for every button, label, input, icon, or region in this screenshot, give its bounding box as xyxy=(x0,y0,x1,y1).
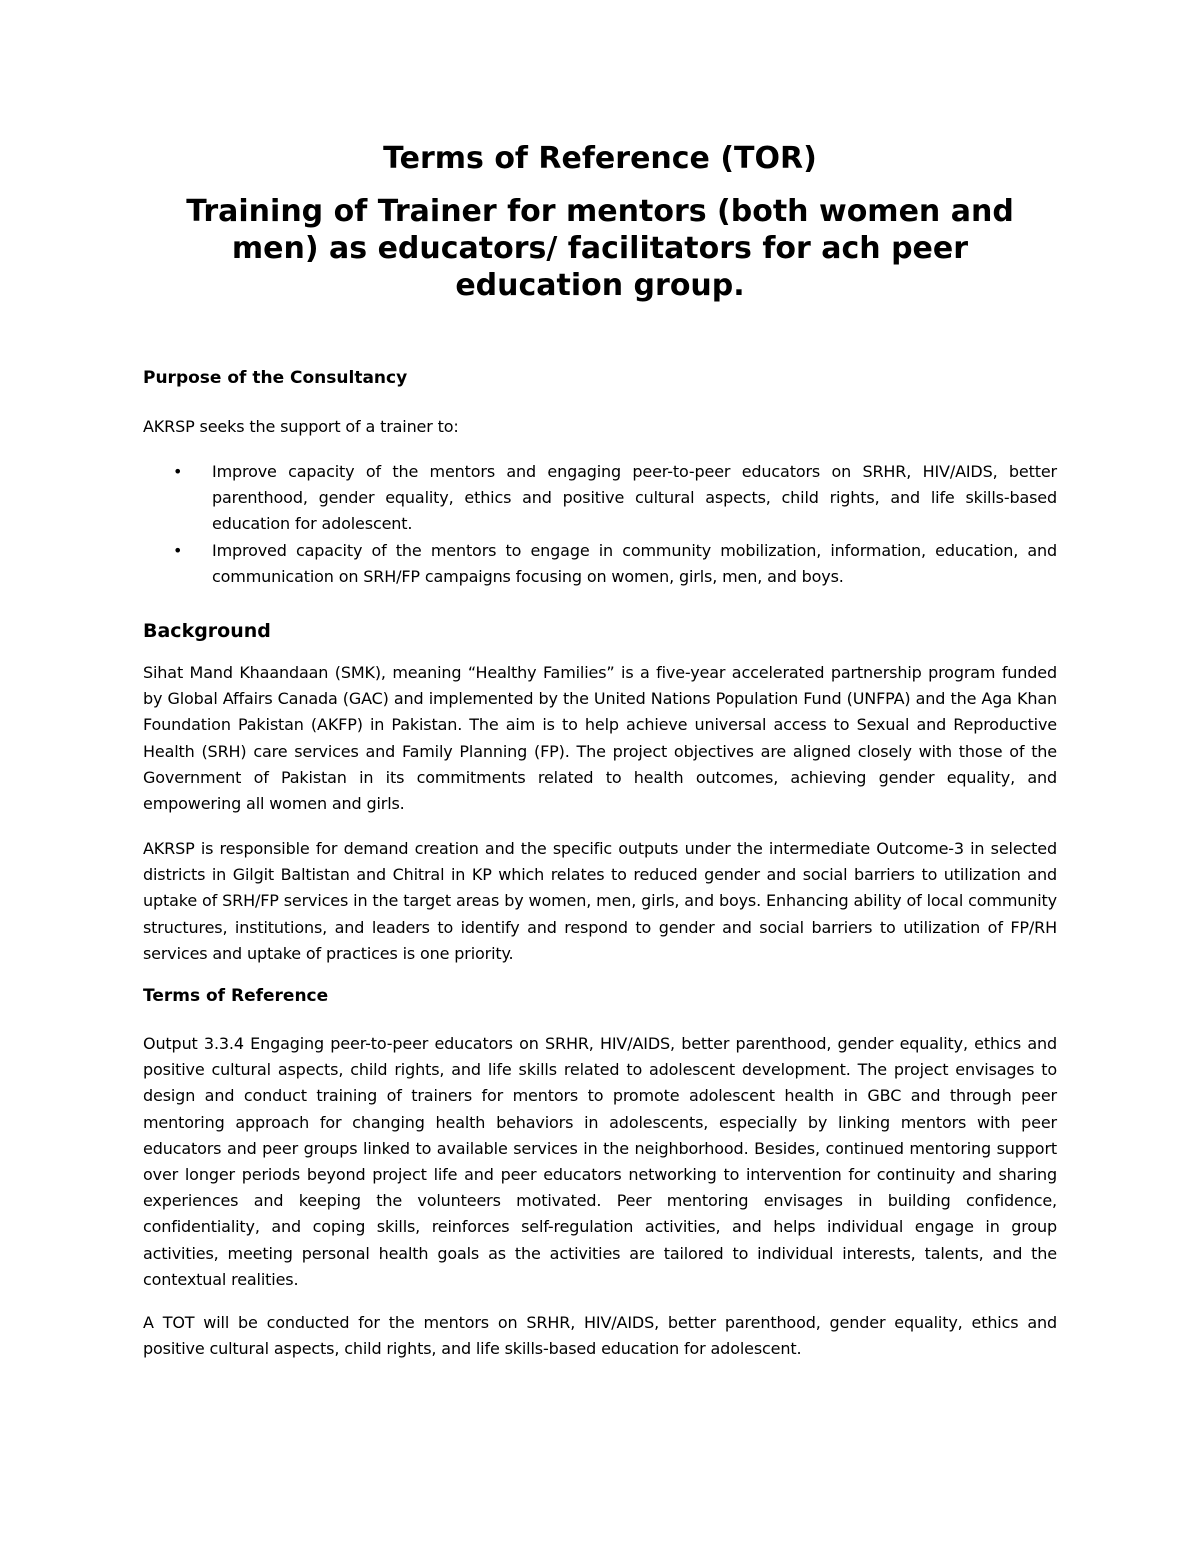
background-paragraph-2: AKRSP is responsible for demand creation and the specific outputs under the intermediate Outcome-3 in selected districts in Gilgit Baltistan and Chitral in KP which relates to reduced gender and social barriers to utilization and uptake of SRH/FP services in the target areas by women, men, girls, and boys. Enhancing ability of local community structures, institutions, and leaders to identify and respond to gender and social barriers to utilization of FP/RH services and uptake of practices is one priority. xyxy=(143,839,1057,963)
tor-heading: Terms of Reference xyxy=(143,986,329,1006)
purpose-bullet-item xyxy=(143,459,1057,538)
bullet-dot-icon: • xyxy=(173,462,183,481)
background-heading: Background xyxy=(143,620,271,642)
document-subtitle: Training of Trainer for mentors (both women and men) as educators/ facilitators for ach peer education group. xyxy=(186,194,1014,303)
background-paragraph-1: Sihat Mand Khaandaan (SMK), meaning “Healthy Families” is a five-year accelerated partnership program funded by Global Affairs Canada (GAC) and implemented by the United Nations Population Fund (UNFPA) and the Aga Khan Foundation Pakistan (AKFP) in Pakistan. The aim is to help achieve universal access to Sexual and Reproductive Health (SRH) care services and Family Planning (FP). The project objectives are aligned closely with those of the Government of Pakistan in its commitments related to health outcomes, achieving gender equality, and empowering all women and girls. xyxy=(143,663,1057,814)
purpose-bullet-item xyxy=(143,538,1057,590)
tor-paragraph-2: A TOT will be conducted for the mentors on SRHR, HIV/AIDS, better parenthood, gender equality, ethics and positive cultural aspects, child rights, and life skills-based education for adolescent. xyxy=(143,1313,1057,1359)
purpose-intro: AKRSP seeks the support of a trainer to: xyxy=(143,417,459,436)
bullet-text: Improve capacity of the mentors and engaging peer-to-peer educators on SRHR, HIV/AIDS, better parenthood, gender equality, ethics and positive cultural aspects, child rights, and life skills-based education for adolescent. xyxy=(212,462,1057,534)
tor-paragraph-1: Output 3.3.4 Engaging peer-to-peer educators on SRHR, HIV/AIDS, better parenthood, gender equality, ethics and positive cultural aspects, child rights, and life skills related to adolescent development. The project envisages to design and conduct training of trainers for mentors to promote adolescent health in GBC and through peer mentoring approach for changing health behaviors in adolescents, especially by linking mentors with peer educators and peer groups linked to available services in the neighborhood. Besides, continued mentoring support over longer periods beyond project life and peer educators networking to intervention for continuity and sharing experiences and keeping the volunteers motivated. Peer mentoring envisages in building confidence, confidentiality, and coping skills, reinforces self-regulation activities, and helps individual engage in group activities, meeting personal health goals as the activities are tailored to individual interests, talents, and the contextual realities. xyxy=(143,1034,1057,1289)
purpose-heading: Purpose of the Consultancy xyxy=(143,368,408,388)
document-title: Terms of Reference (TOR) xyxy=(383,141,817,176)
bullet-dot-icon: • xyxy=(173,540,183,560)
bullet-text: Improved capacity of the mentors to engage in community mobilization, information, education, and communication on SRH/FP campaigns focusing on women, girls, men, and boys. xyxy=(212,540,1057,586)
purpose-bullet-list xyxy=(143,459,1057,590)
